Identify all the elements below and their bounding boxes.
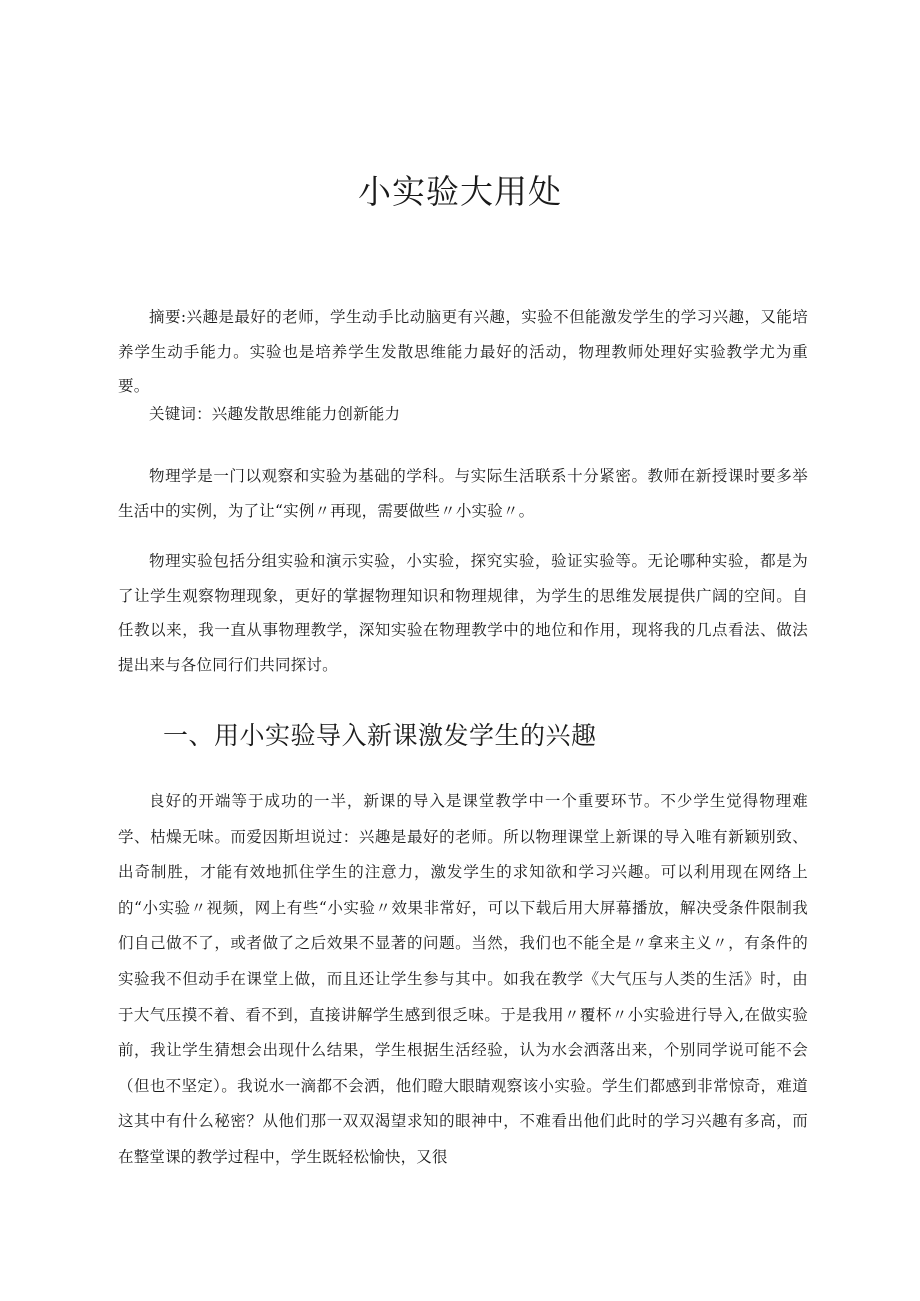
abstract-paragraph: 摘要:兴趣是最好的老师，学生动手比动脑更有兴趣，实验不但能激发学生的学习兴趣，又能培养学生动手能力。实验也是培养学生发散思维能力最好的活动，物理教师处理好实验教学尤为重要。 (118, 308, 808, 395)
section-1-body-paragraph: 良好的开端等于成功的一半，新课的导入是课堂教学中一个重要环节。不少学生觉得物理难学、枯燥无味。而爱因斯坦说过：兴趣是最好的老师。所以物理课堂上新课的导入唯有新颖别致、出奇制胜，才能有效地抓住学生的注意力，激发学生的求知欲和学习兴趣。可以利用现在网络上的“小实验〃视频，网上有些“小实验〃效果非常好，可以下载后用大屏幕播放，解决受条件限制我们自己做不了，或者做了之后效果不显著的问题。当然，我们也不能全是〃拿来主义〃，有条件的实验我不但动手在课堂上做，而且还让学生参与其中。如我在教学《大气压与人类的生活》时，由于大气压摸不着、看不到，直接讲解学生感到很乏味。于是我用〃覆杯〃小实验进行导入,在做实验前，我让学生猜想会出现什么结果，学生根据生活经验，认为水会洒落出来，个别同学说可能不会（但也不坚定）。我说水一滴都不会洒，他们瞪大眼睛观察该小实验。学生们都感到非常惊奇，难道这其中有什么秘密？从他们那一双双渴望求知的眼神中，不难看出他们此时的学习兴趣有多高，而在整堂课的教学过程中，学生既轻松愉快，又很 (118, 792, 808, 1166)
intro-paragraph: 物理学是一门以观察和实验为基础的学科。与实际生活联系十分紧密。教师在新授课时要多举生活中的实例，为了让“实例〃再现，需要做些〃小实验〃。 (118, 467, 808, 520)
section-heading-1: 一、用小实验导入新课激发学生的兴趣 (163, 721, 597, 750)
document-title: 小实验大用处 (358, 172, 562, 211)
experiment-types-paragraph: 物理实验包括分组实验和演示实验，小实验，探究实验，验证实验等。无论哪种实验，都是为了让学生观察物理现象，更好的掌握物理知识和物理规律，为学生的思维发展提供广阔的空间。自任教以来，我一直从事物理教学，深知实验在物理教学中的地位和作用，现将我的几点看法、做法提出来与各位同行们共同探讨。 (118, 552, 808, 674)
keywords-paragraph: 关键词：兴趣发散思维能力创新能力 (149, 405, 401, 423)
